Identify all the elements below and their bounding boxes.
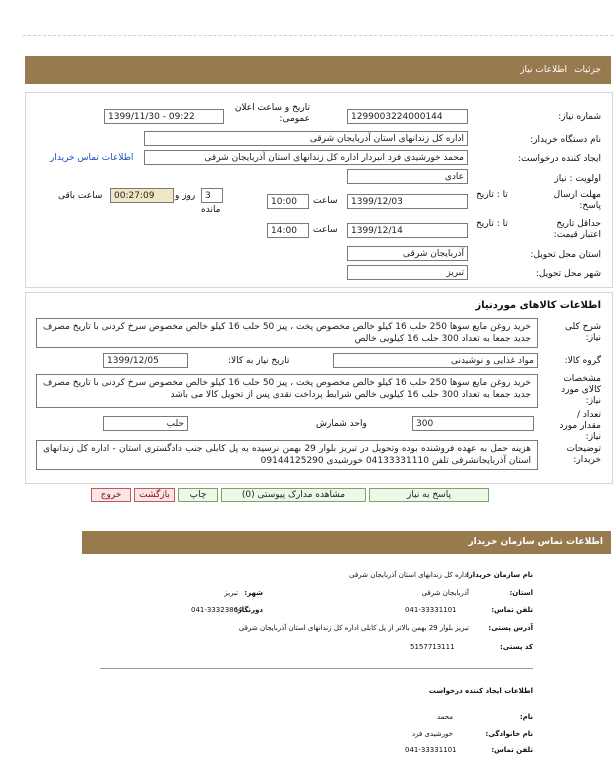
timer-label: ساعت باقی [58, 191, 103, 201]
requester-label: ایجاد کننده درخواست: [518, 154, 601, 164]
need-date-label: تاریخ نیاز به کالا: [228, 356, 290, 366]
buyer-notes-label: توضیحات خریدار: [566, 444, 601, 465]
countdown-timer: 00:27:09 [110, 188, 174, 203]
need-date-field: 1399/12/05 [103, 353, 188, 368]
summary-field: خرید روغن مایع سوها 250 حلب 16 کیلو خالص مخصوص پخت ، پیز 50 حلب 16 کیلو خالص مخصوص سرخ کردنی با تاریخ مصرف جدید جمعا به تعداد 300 حلب 16 کیلویی خالص [36, 318, 538, 348]
validity-to-date-label: تا : تاریخ [476, 219, 508, 229]
creator-title: اطلاعات ایجاد کننده درخواست [428, 687, 533, 695]
print-button[interactable]: چاپ [178, 488, 218, 502]
contact-postal-value: 5157713111 [410, 643, 455, 651]
creator-family-label: نام خانوادگی: [485, 730, 533, 738]
group-field: مواد غذایی و نوشیدنی [333, 353, 538, 368]
need-number-label: شماره نیاز: [558, 112, 601, 122]
contact-header [82, 531, 611, 554]
contact-phone-label: تلفن تماس: [491, 606, 533, 614]
contact-fax-value: 041-33323864 [191, 606, 243, 614]
city-field: تبریز [347, 265, 468, 280]
priority-field: عادی [347, 169, 468, 184]
contact-province-value: آذربایجان شرقی [421, 589, 469, 597]
unit-field: حلب [103, 416, 188, 431]
contact-address-value: تبریز بلوار 29 بهمن بالاتر از پل کابلی اداره کل زندانهای استان آذربایجان شرقی [238, 624, 469, 632]
contact-postal-label: کد پستی: [499, 643, 533, 651]
quantity-label: تعداد / مقدار مورد نیاز: [559, 410, 601, 442]
contact-city-label: شهر: [244, 589, 263, 597]
remaining-label: مانده [201, 205, 221, 215]
creator-family-value: خورشیدی فرد [411, 730, 453, 738]
days-label: روز و [175, 191, 196, 201]
contact-divider [100, 668, 533, 669]
announce-label: تاریخ و ساعت اعلان عمومی: [234, 103, 310, 124]
reply-button[interactable]: پاسخ به نیاز [369, 488, 489, 502]
province-label: استان محل تحویل: [530, 250, 601, 260]
need-number-field: 1299003224000144 [347, 109, 468, 124]
header-bar [25, 56, 611, 84]
validity-label: حداقل تاریخ اعتبار قیمت: [553, 219, 601, 240]
contact-province-label: استان: [509, 589, 533, 597]
creator-name-label: نام: [519, 713, 533, 721]
contact-fax-label: دورنگار: [234, 606, 263, 614]
deadline-time-label: ساعت [313, 196, 338, 206]
contact-org-label: نام سازمان خریدار: [465, 571, 533, 579]
announce-field: 1399/11/30 - 09:22 [104, 109, 224, 124]
tab-need-info[interactable]: اطلاعات نیاز [520, 65, 567, 75]
validity-date-field: 1399/12/14 [347, 223, 468, 238]
contact-city-value: تبریز [224, 589, 238, 597]
validity-time-field: 14:00 [267, 223, 309, 238]
quantity-field: 300 [412, 416, 534, 431]
buyer-notes-field: هزینه حمل به عهده فروشنده بوده وتحویل در تبریز بلوار 29 بهمن نرسیده به پل کابلی جنب دادگستری استان - اداره کل زندانهای استان آذربایجانشرقی تلفن 04133331110 خورشیدی 09144125290 [36, 440, 538, 470]
creator-phone-label: تلفن تماس: [491, 746, 533, 754]
deadline-date-field: 1399/12/03 [347, 194, 468, 209]
deadline-to-date-label: تا : تاریخ [476, 190, 508, 200]
contact-address-label: آدرس پستی: [488, 624, 533, 632]
summary-label: شرح کلی نیاز: [565, 322, 601, 343]
attachments-button[interactable]: مشاهده مدارک پیوستی (0) [221, 488, 366, 502]
deadline-time-field: 10:00 [267, 194, 309, 209]
days-remaining-field: 3 [201, 188, 223, 203]
priority-label: اولویت : نیاز [554, 174, 601, 184]
back-button[interactable]: بازگشت [134, 488, 175, 502]
contact-phone-value: 041-33331101 [405, 606, 457, 614]
group-label: گروه کالا: [564, 356, 601, 366]
exit-button[interactable]: خروج [91, 488, 131, 502]
tab-details[interactable]: جزئیات [574, 65, 601, 75]
buyer-contact-link[interactable]: اطلاعات تماس خریدار [50, 153, 134, 163]
buyer-org-label: نام دستگاه خریدار: [530, 135, 601, 145]
validity-time-label: ساعت [313, 225, 338, 235]
specs-label: مشخصات کالای مورد نیاز: [561, 374, 601, 406]
contact-title: اطلاعات تماس سازمان خریدار [468, 537, 603, 547]
goods-title: اطلاعات کالاهای موردنیاز [475, 300, 601, 311]
province-field: آذربایجان شرقی [347, 246, 468, 261]
city-label: شهر محل تحویل: [535, 269, 601, 279]
creator-name-value: محمد [437, 713, 453, 721]
top-divider [23, 35, 613, 36]
creator-phone-value: 041-33331101 [405, 746, 457, 754]
buyer-org-field: اداره کل زندانهای استان آذربایجان شرقی [144, 131, 468, 146]
specs-field: خرید روغن مایع سوها 250 حلب 16 کیلو خالص مخصوص پخت ، پیز 50 حلب 16 کیلو خالص مخصوص سرخ کردنی با تاریخ مصرف جدید جمعا به تعداد 300 حلب 16 کیلویی خالص شرایط پرداخت نقدی پس از تحویل کالا می باشد [36, 374, 538, 408]
contact-org-value: اداره کل زندانهای استان آذربایجان شرقی [349, 571, 469, 579]
unit-label: واحد شمارش [316, 419, 367, 429]
requester-field: محمد خورشیدی فرد انبردار اداره کل زندانهای استان آذربایجان شرقی [144, 150, 468, 165]
deadline-label: مهلت ارسال پاسخ: [553, 190, 601, 211]
